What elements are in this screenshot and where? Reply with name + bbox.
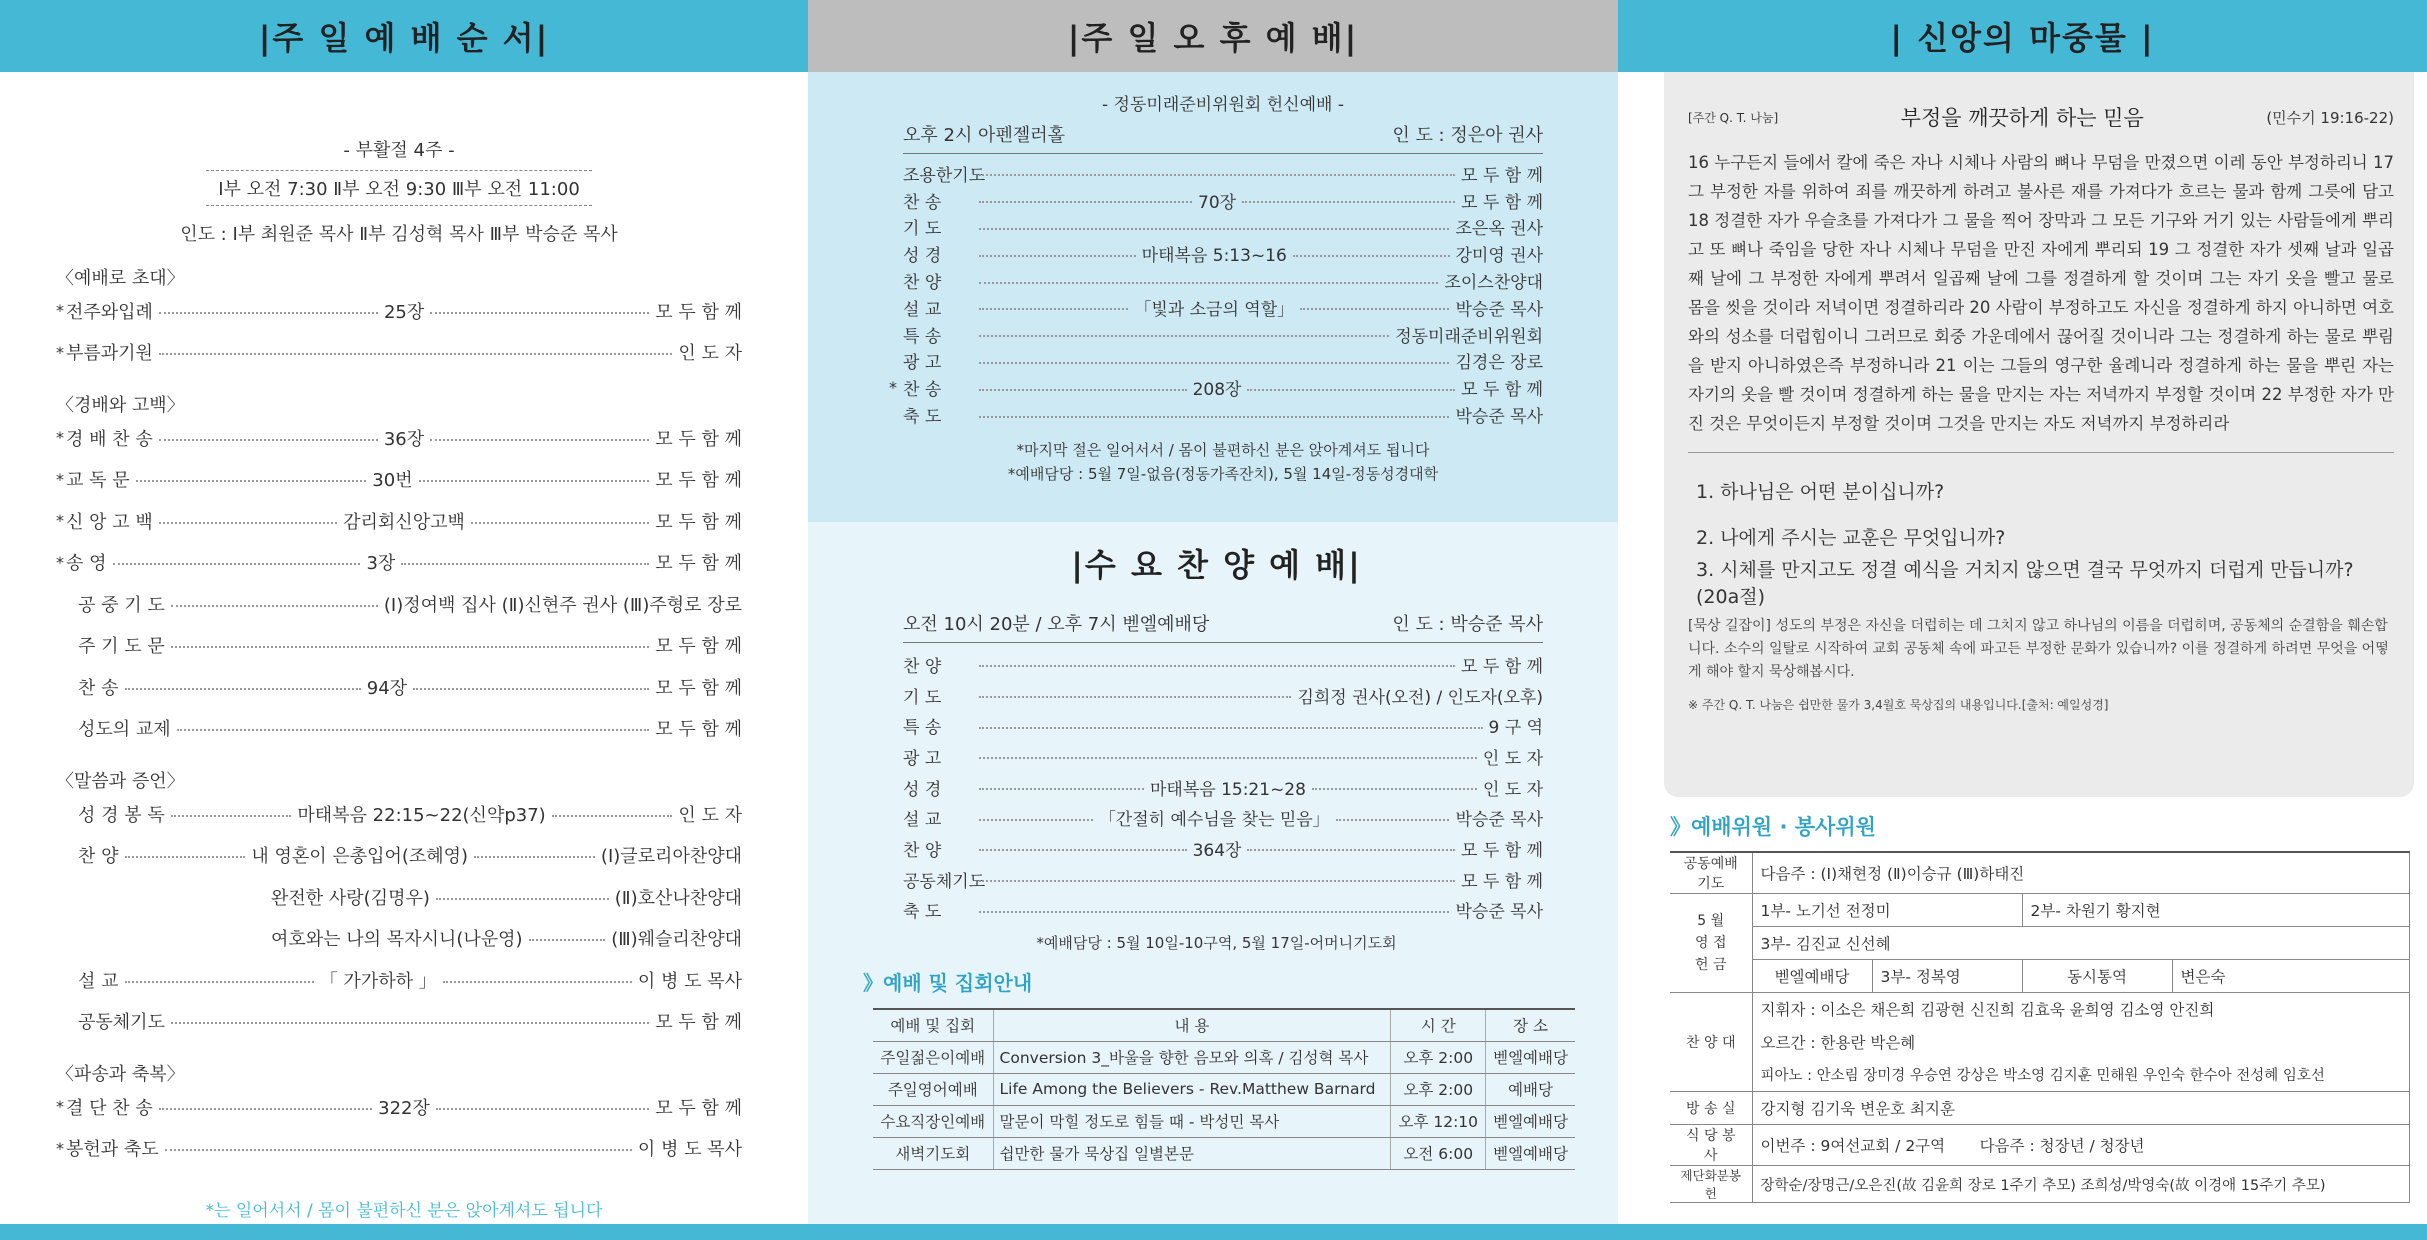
order-label: 찬 양 (903, 273, 942, 294)
qt-heading (1688, 102, 2394, 132)
dot-leader (1247, 849, 1455, 851)
order-person: 모 두 함 께 (655, 428, 743, 450)
order-person: 모 두 함 께 (655, 470, 742, 492)
order-label: 광 고 (903, 353, 942, 374)
order-row (56, 290, 742, 332)
dot-leader (979, 665, 1455, 667)
broadcast-label: 방 송 실 (1670, 1092, 1752, 1125)
order-label: 기 도 (903, 219, 942, 240)
dot-leader (1300, 308, 1449, 310)
usher-third: 3부- 김진교 신선혜 (1752, 927, 2410, 960)
dot-leader (979, 819, 1093, 821)
guide-cell: 오후 12:10 (1391, 1105, 1486, 1137)
order-row (903, 741, 1543, 772)
order-person: 인 도 자 (1482, 779, 1544, 800)
order-label: 성 경 (903, 779, 942, 800)
staff-table (1670, 851, 2410, 1203)
qt-question: 2. 나에게 주시는 교훈은 무엇입니까? (1696, 526, 2006, 549)
dot-leader (159, 522, 337, 524)
order-content: 감리회신앙고백 (343, 511, 465, 533)
qt-scripture: 16 누구든지 들에서 칼에 죽은 자나 시체나 사람의 뼈나 무덤을 만졌으면 이레 동안 부정하리니 17 그 부정한 자를 위하여 죄를 깨끗하게 하려고 불사른 재를 가져다가 흐르는 물과 함께 그릇에 담고 18 정결한 자가 우슬초를 가져다가 그 물을 찍어 장막과 그 모든 기구와 거기 있는 사람들에게 뿌리고 또 뼈나 죽임을 당한 자나 시체나 무덤을 만진 자에게 뿌리되 19 그 정결한 자가 셋째 날과 일곱째 날에 그 부정한 자에게 뿌려서 일곱째 날에 그를 정결하게 할 것이며 그는 자기 옷을 빨고 물로 몸을 씻을 것이라 저녁이면 정결하리라 20 사람이 부정하고도 자신을 정결하게 하지 아니하면 여호와의 성소를 더럽힘이니 그러므로 회중 가운데에서 끊어질 것이니라 그는 정결하게 하는 물로 뿌림을 받지 아니하였은즉 부정하니라 21 이는 그들의 영구한 율례니라 정결하게 하는 물을 뿌린 자는 자기의 옷을 빨 것이며 정결하게 하는 물을 만지는 자는 저녁까지 부정할 것이며 22 부정한 자가 만진 것은 무엇이든지 부정할 것이며 그것을 만지는 자도 저녁까지 부정하리라 (1688, 148, 2394, 453)
qt-question: 3. 시체를 만지고도 정결 예식을 거치지 않으면 결국 무엇까지 더럽게 만듭니까?(20a절) (1696, 559, 2354, 608)
dot-leader (552, 815, 673, 817)
dot-leader (171, 815, 292, 817)
order-mark: * (56, 301, 64, 321)
order-row (56, 959, 742, 1001)
dot-leader (177, 729, 650, 731)
order-label: 송 영 (66, 553, 107, 575)
afternoon-location: 오후 2시 아펜젤러홀 (903, 125, 1065, 146)
order-section: 〈경배와 고백〉 (56, 395, 185, 416)
order-mark: * (56, 469, 64, 489)
dot-leader (979, 911, 1449, 913)
choir-conductors: 지휘자 : 이소은 채은희 김광현 신진희 김효욱 윤희영 김소영 안진희 (1752, 993, 2410, 1026)
guide-cell: 말문이 막힐 정도로 힘들 때 - 박성민 목사 (993, 1105, 1391, 1137)
order-label: 설 교 (903, 299, 942, 320)
usher-interpret: 동시통역 (2022, 960, 2172, 993)
guide-cell: Conversion 3_바울을 향한 음모와 의혹 / 김성혁 목사 (993, 1041, 1391, 1073)
order-row (903, 710, 1543, 741)
order-label: 찬 양 (78, 846, 119, 868)
order-row (56, 625, 742, 667)
dot-leader (436, 898, 609, 900)
order-row (903, 187, 1543, 214)
guide-cell: 오전 6:00 (1391, 1137, 1486, 1169)
dot-leader (159, 1108, 372, 1110)
order-row (56, 542, 742, 584)
prayer-label: 공동예배기도 (1670, 852, 1752, 894)
order-content: 여호와는 나의 목자시니(나운영) (271, 929, 523, 951)
order-label: 부름과기원 (66, 343, 153, 365)
afternoon-note-2: *예배담당 : 5월 7일-없음(정동가족잔치), 5월 14일-정동성경대학 (1007, 464, 1439, 483)
order-label: 설 교 (78, 970, 119, 992)
guide-cell: 쉽만한 물가 묵상집 일별본문 (993, 1137, 1391, 1169)
dot-leader (979, 255, 1136, 257)
dot-leader (979, 849, 1187, 851)
flower-label: 제단화분봉헌 (1670, 1166, 1752, 1203)
guide-cell: 예배당 (1486, 1073, 1575, 1105)
order-content: 마태복음 22:15~22(신약p37) (297, 804, 546, 826)
wednesday-note: *예배담당 : 5월 10일-10구역, 5월 17일-어머니기도회 (1036, 934, 1397, 953)
order-row (903, 772, 1543, 803)
order-content: 322장 (378, 1097, 430, 1119)
order-person: 모 두 함 께 (655, 1012, 742, 1034)
order-label: 찬 송 (903, 380, 942, 401)
guide-cell: 벧엘예배당 (1486, 1105, 1575, 1137)
order-person: (Ⅱ)호산나찬양대 (614, 887, 742, 909)
order-person: 조은옥 권사 (1455, 219, 1543, 240)
dot-leader (443, 981, 632, 983)
order-content: 완전한 사랑(김명우) (271, 887, 430, 909)
dot-leader (159, 353, 672, 355)
order-row (903, 214, 1543, 241)
order-row (903, 802, 1543, 833)
order-label: 공 중 기 도 (78, 594, 165, 616)
dot-leader (436, 1108, 649, 1110)
order-person: 모 두 함 께 (1461, 165, 1543, 186)
dot-leader (159, 439, 378, 441)
order-person: 모 두 함 께 (655, 719, 742, 741)
order-row (56, 1086, 742, 1128)
wednesday-worship-section (808, 522, 1618, 1224)
usher-second: 2부- 차원기 황지현 (2022, 894, 2410, 927)
faith-column (1618, 0, 2427, 1224)
dot-leader (125, 856, 246, 858)
order-mark: * (56, 342, 64, 362)
standing-note: *는 일어서서 / 몸이 불편하신 분은 앉아계셔도 됩니다 (205, 1201, 603, 1221)
guide-header-cell: 내 용 (993, 1009, 1391, 1041)
dot-leader (474, 856, 595, 858)
order-person: 모 두 함 께 (655, 301, 742, 323)
guide-cell: Life Among the Believers - Rev.Matthew Barnard (993, 1073, 1391, 1105)
afternoon-worship-column (808, 0, 1618, 1224)
worship-order-header: |주 일 예 배 순 서| (0, 0, 808, 72)
order-content: 70장 (1198, 192, 1237, 213)
order-person: 강미영 권사 (1455, 246, 1544, 267)
order-row (56, 666, 742, 708)
dot-leader (159, 312, 378, 314)
dot-leader (171, 1022, 649, 1024)
order-label: 경 배 찬 송 (66, 428, 153, 450)
order-row (903, 649, 1543, 680)
order-person: 김희정 권사(오전) / 인도자(오후) (1297, 687, 1543, 708)
guide-cell: 벧엘예배당 (1486, 1041, 1575, 1073)
order-person: 모 두 함 께 (1461, 656, 1543, 677)
order-row (56, 708, 742, 750)
guide-title: 》예배 및 집회안내 (863, 971, 1033, 996)
guide-cell: 주일영어예배 (873, 1073, 993, 1105)
usher-first: 1부- 노기선 전정미 (1752, 894, 2022, 927)
order-person: 모 두 함 께 (655, 553, 742, 575)
kitchen-text: 이번주 : 9여선교회 / 2구역 다음주 : 청장년 / 청장년 (1752, 1125, 2410, 1166)
order-section: 〈파송과 축복〉 (56, 1064, 185, 1085)
dot-leader (430, 439, 649, 441)
order-person: 박승준 목사 (1455, 299, 1543, 320)
order-row (56, 459, 742, 501)
worship-order-column (0, 0, 808, 1224)
order-label: 설 교 (903, 810, 942, 831)
usher-bethel-name: 3부- 정복영 (1872, 960, 2022, 993)
dot-leader (1312, 788, 1477, 790)
dot-leader (979, 727, 1483, 729)
order-section: 〈예배로 초대〉 (56, 268, 185, 289)
dot-leader (401, 563, 649, 565)
guide-cell: 수요직장인예배 (873, 1105, 993, 1137)
order-row (903, 321, 1543, 348)
guide-row (873, 1041, 1575, 1073)
qt-questions (1688, 467, 2394, 608)
dot-leader (979, 282, 1438, 284)
order-label: 조용한기도 (903, 165, 986, 186)
order-row (903, 160, 1543, 187)
order-person: 모 두 함 께 (655, 636, 742, 658)
order-content: 364장 (1192, 840, 1242, 861)
dot-leader (979, 228, 1449, 230)
order-label: 공동체기도 (903, 871, 986, 892)
dot-leader (165, 1149, 632, 1151)
choir-label: 찬 양 대 (1670, 993, 1752, 1092)
dot-leader (430, 312, 649, 314)
order-label: 결 단 찬 송 (66, 1097, 153, 1119)
dot-leader (979, 335, 1389, 337)
order-row (903, 833, 1543, 864)
order-content: 「 가가하하 」 (319, 970, 437, 992)
wednesday-location: 오전 10시 20분 / 오후 7시 벧엘예배당 (903, 614, 1210, 635)
order-row (903, 348, 1543, 375)
order-person: 이 병 도 목사 (637, 1139, 742, 1161)
order-mark: * (889, 378, 897, 398)
dot-leader (979, 416, 1449, 418)
order-person: 조이스찬양대 (1444, 273, 1543, 294)
order-label: 축 도 (903, 407, 942, 428)
usher-bethel: 벧엘예배당 (1752, 960, 1872, 993)
guide-row (873, 1105, 1575, 1137)
meditation-guide: [묵상 길잡이] 성도의 부정은 자신을 더럽히는 데 그치지 않고 하나님의 이름을 더럽히며, 공동체의 순결함을 훼손합니다. 소수의 일탈로 시작하여 교회 공동체 속에 파고든 부정한 문화가 있습니까? 이를 정결하게 하려면 무엇을 어떻게 해야 할지 묵상해봅시다. (1688, 618, 2389, 680)
usher-label: 5 월 영 접 헌 금 (1670, 894, 1752, 993)
dot-leader (1336, 819, 1450, 821)
order-content: 「빛과 소금의 역할」 (1134, 299, 1295, 320)
order-person: 모 두 함 께 (1461, 840, 1543, 861)
guide-header-cell: 장 소 (1486, 1009, 1575, 1041)
dot-leader (419, 480, 650, 482)
order-person: 박승준 목사 (1455, 810, 1543, 831)
dot-leader (979, 757, 1477, 759)
order-mark: * (56, 552, 64, 572)
order-person: 모 두 함 께 (655, 511, 742, 533)
dot-leader (979, 389, 1187, 391)
dot-leader (529, 939, 606, 941)
order-person: 모 두 함 께 (1461, 871, 1543, 892)
flower-text: 장학순/장명근/오은진(故 김윤희 장로 1주기 추모) 조희성/박영숙(故 이경애 15주기 추모) (1752, 1166, 2410, 1203)
afternoon-order-list (889, 160, 1544, 428)
dot-leader (979, 201, 1192, 203)
order-label: 찬 양 (903, 840, 942, 861)
afternoon-worship-header: |주 일 오 후 예 배| (808, 0, 1618, 72)
afternoon-leader: 인 도 : 정은아 권사 (1392, 125, 1543, 146)
order-row (903, 895, 1543, 926)
order-person: 모 두 함 께 (655, 1097, 742, 1119)
afternoon-note-1: *마지막 절은 일어서서 / 몸이 불편하신 분은 앉아계셔도 됩니다 (1016, 440, 1430, 459)
order-row (903, 401, 1543, 428)
order-content: 마태복음 15:21~28 (1149, 779, 1306, 800)
order-row (903, 864, 1543, 895)
order-label: 특 송 (903, 718, 942, 739)
season-label: - 부활절 4주 - (343, 140, 455, 161)
order-person: 박승준 목사 (1455, 902, 1543, 923)
order-label: 공동체기도 (78, 1012, 165, 1034)
order-label: 기 도 (903, 687, 942, 708)
order-row (903, 294, 1543, 321)
order-label: 특 송 (903, 326, 942, 347)
order-label: 성 경 봉 독 (78, 804, 165, 826)
order-person: 정동미래준비위원회 (1395, 326, 1543, 347)
order-content: 36장 (383, 428, 425, 450)
order-content: 「간절히 예수님을 찾는 믿음」 (1098, 810, 1330, 831)
dot-leader (413, 688, 649, 690)
order-row (903, 267, 1543, 294)
order-content: 마태복음 5:13~16 (1141, 246, 1287, 267)
order-row (56, 1001, 742, 1043)
afternoon-worship-section (808, 72, 1618, 522)
dot-leader (1242, 201, 1455, 203)
guide-row (873, 1137, 1575, 1169)
bottom-bar (0, 1224, 2427, 1240)
order-person: 모 두 함 께 (1461, 380, 1543, 401)
usher-interpret-name: 변은숙 (2172, 960, 2410, 993)
dot-leader (979, 362, 1449, 364)
qt-source: ※ 주간 Q. T. 나눔은 쉽만한 물가 3,4월호 묵상집의 내용입니다.[출처: 예일성경] (1688, 698, 2109, 712)
order-row (56, 918, 742, 960)
service-leaders: 인도 : Ⅰ부 최원준 목사 Ⅱ부 김성혁 목사 Ⅲ부 박승준 목사 (180, 224, 618, 245)
dot-leader (1247, 389, 1455, 391)
order-content: 내 영혼이 은총입어(조혜영) (251, 846, 469, 868)
order-person: 인 도 자 (1482, 748, 1543, 769)
order-mark: * (56, 1097, 64, 1117)
order-content: 25장 (383, 301, 425, 323)
dot-leader (125, 981, 314, 983)
order-row (56, 835, 742, 877)
order-person: (Ⅰ)글로리아찬양대 (600, 846, 742, 868)
wednesday-leader: 인 도 : 박승준 목사 (1392, 614, 1543, 635)
guide-table (873, 1008, 1575, 1170)
order-label: 교 독 문 (66, 470, 130, 492)
dot-leader (171, 605, 378, 607)
order-person: 김경은 장로 (1455, 353, 1543, 374)
dot-leader (1293, 255, 1450, 257)
order-content: 94장 (366, 677, 408, 699)
dot-leader (471, 522, 649, 524)
order-label: 전주와입례 (66, 301, 153, 323)
order-person: (Ⅰ)정여백 집사 (Ⅱ)신현주 권사 (Ⅲ)주형로 장로 (383, 594, 742, 616)
order-label: 찬 양 (903, 656, 942, 677)
wednesday-info (903, 604, 1543, 643)
choir-piano: 피아노 : 안소림 장미경 우승연 강상은 박소영 김지훈 민해원 우인숙 한수아 전성혜 임호선 (1752, 1059, 2410, 1092)
dot-leader (171, 646, 650, 648)
order-label: 성도의 교제 (78, 719, 171, 741)
order-label: 광 고 (903, 748, 942, 769)
order-mark: * (56, 428, 64, 448)
dot-leader (136, 480, 367, 482)
guide-cell: 벧엘예배당 (1486, 1137, 1575, 1169)
service-times: Ⅰ부 오전 7:30 Ⅱ부 오전 9:30 Ⅲ부 오전 11:00 (206, 170, 592, 206)
broadcast-text: 강지형 김기욱 변운호 최지훈 (1752, 1092, 2410, 1125)
order-row (903, 240, 1543, 267)
order-label: 찬 송 (78, 677, 119, 699)
order-row (56, 1128, 742, 1170)
order-row (56, 500, 742, 542)
order-person: 박승준 목사 (1455, 407, 1543, 428)
order-content: 3장 (366, 553, 396, 575)
dot-leader (979, 880, 1455, 882)
afternoon-subtitle: - 정동미래준비위원회 헌신예배 - (1102, 95, 1344, 115)
guide-row (873, 1073, 1575, 1105)
qt-title: 부정을 깨끗하게 하는 믿음 (1900, 106, 2144, 130)
dot-leader (979, 174, 1455, 176)
order-person: 인 도 자 (678, 343, 742, 365)
dot-leader (979, 308, 1128, 310)
order-content: 30번 (372, 470, 413, 492)
order-row (889, 374, 1543, 401)
afternoon-notes (903, 438, 1543, 486)
order-person: 모 두 함 께 (1461, 192, 1543, 213)
order-label: 봉헌과 축도 (66, 1139, 159, 1161)
wednesday-order-list (903, 649, 1543, 925)
qt-question: 1. 하나님은 어떤 분이십니까? (1696, 480, 1945, 503)
dot-leader (125, 688, 361, 690)
order-row (56, 793, 742, 835)
order-label: 축 도 (903, 902, 942, 923)
order-label: 성 경 (903, 246, 942, 267)
order-mark: * (56, 1138, 64, 1158)
afternoon-info (903, 115, 1543, 154)
order-row (56, 417, 742, 459)
order-person: 인 도 자 (678, 804, 742, 826)
order-content: 208장 (1192, 380, 1242, 401)
worship-order-list (56, 264, 742, 1169)
dot-leader (979, 788, 1144, 790)
order-mark: * (56, 511, 64, 531)
qt-reference: (민수기 19:16-22) (2266, 108, 2394, 127)
order-row (56, 332, 742, 374)
order-label: 신 앙 고 백 (66, 511, 153, 533)
faith-header: | 신앙의 마중물 | (1618, 0, 2427, 72)
order-row (903, 680, 1543, 711)
guide-cell: 새벽기도회 (873, 1137, 993, 1169)
order-row (56, 583, 742, 625)
staff-title: 》예배위원 · 봉사위원 (1670, 815, 1876, 839)
dot-leader (113, 563, 361, 565)
qt-tag: [주간 Q. T. 나눔] (1688, 110, 1779, 125)
wednesday-worship-header: |수 요 찬 양 예 배| (1071, 546, 1362, 584)
order-person: 9 구 역 (1488, 718, 1543, 739)
choir-organ: 오르간 : 한용란 박은혜 (1752, 1026, 2410, 1059)
guide-cell: 주일젊은이예배 (873, 1041, 993, 1073)
guide-header-cell: 예배 및 집회 (873, 1009, 993, 1041)
order-label: 찬 송 (903, 192, 942, 213)
dot-leader (979, 696, 1291, 698)
qt-box (1664, 72, 2414, 797)
guide-cell: 오후 2:00 (1391, 1041, 1486, 1073)
order-section: 〈말씀과 증언〉 (56, 771, 185, 792)
order-person: 이 병 도 목사 (637, 970, 743, 992)
order-person: (Ⅲ)웨슬리찬양대 (611, 929, 742, 951)
kitchen-label: 식 당 봉 사 (1670, 1125, 1752, 1166)
order-label: 주 기 도 문 (78, 636, 165, 658)
guide-header-cell: 시 간 (1391, 1009, 1486, 1041)
guide-cell: 오후 2:00 (1391, 1073, 1486, 1105)
order-row (56, 876, 742, 918)
order-person: 모 두 함 께 (655, 677, 743, 699)
prayer-text: 다음주 : (Ⅰ)채현정 (Ⅱ)이승규 (Ⅲ)하태진 (1752, 852, 2410, 894)
